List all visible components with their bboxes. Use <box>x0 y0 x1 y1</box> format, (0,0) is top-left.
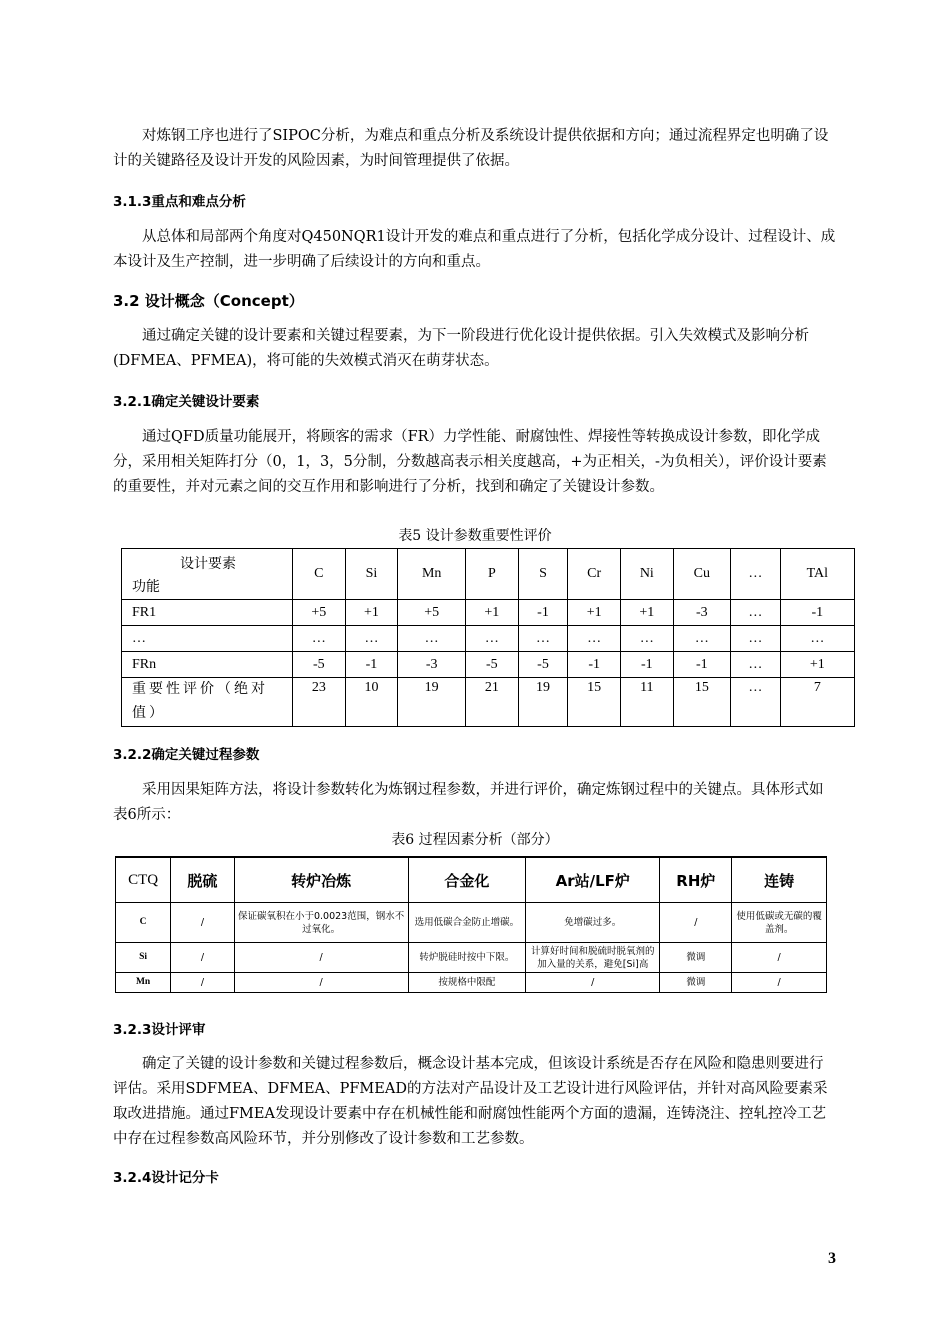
row-label: 重要性评价（绝对值） <box>122 678 293 727</box>
table-cell: … <box>293 626 346 652</box>
table-cell: / <box>171 943 235 973</box>
table-cell: / <box>526 973 660 993</box>
table-cell: / <box>234 943 408 973</box>
table-cell: 19 <box>398 678 466 727</box>
column-header: C <box>293 549 346 600</box>
table-cell: 21 <box>466 678 519 727</box>
table-cell: 11 <box>620 678 673 727</box>
table-cell: +5 <box>293 600 346 626</box>
table5-design-parameter-importance <box>121 548 855 727</box>
row-label: Si <box>116 943 171 973</box>
table-cell: -5 <box>466 652 519 678</box>
table-cell: -1 <box>673 652 730 678</box>
heading-3-2-3: 3.2.3设计评审 <box>113 1022 206 1038</box>
table-cell: +1 <box>345 600 398 626</box>
column-header: RH炉 <box>660 857 732 903</box>
table-cell: … <box>731 652 781 678</box>
table-cell: … <box>731 626 781 652</box>
table-cell: -5 <box>293 652 346 678</box>
table-cell: 保证碳氧积在小于0.0023范围，钢水不过氧化。 <box>234 903 408 943</box>
column-header: P <box>466 549 519 600</box>
column-header: Mn <box>398 549 466 600</box>
column-header: Si <box>345 549 398 600</box>
table6-image <box>115 856 829 988</box>
table-cell: -1 <box>568 652 621 678</box>
row-label: C <box>116 903 171 943</box>
row-label: … <box>122 626 293 652</box>
paragraph-difficulty: 从总体和局部两个角度对Q450NQR1设计开发的难点和重点进行了分析，包括化学成分设计、过程设计、成本设计及生产控制，进一步明确了后续设计的方向和重点。 <box>113 229 836 270</box>
paragraph-sipoc: 对炼钢工序也进行了SIPOC分析，为难点和重点分析及系统设计提供依据和方向；通过流程界定也明确了设计的关键路径及设计开发的风险因素，为时间管理提供了依据。 <box>113 128 829 169</box>
paragraph-design-review: 确定了关键的设计参数和关键过程参数后，概念设计基本完成，但该设计系统是否存在风险和隐患则要进行评估。采用SDFMEA、DFMEA、PFMEAD的方法对产品设计及工艺设计进行风险评估，并针对高风险要素采取改进措施。通过FMEA发现设计要素中存在机械性能和耐腐蚀性能两个方面的遗漏，连铸浇注、控轧控冷工艺中存在过程参数高风险环节，并分别修改了设计参数和工艺参数。 <box>113 1056 828 1147</box>
table-cell: … <box>398 626 466 652</box>
table-corner-cell <box>122 549 293 600</box>
table-cell: 计算好时间和脱硫时脱氧剂的加入量的关系，避免[Si]高 <box>526 943 660 973</box>
table6-caption: 表6 过程因素分析（部分） <box>391 832 559 848</box>
table-cell: … <box>345 626 398 652</box>
table-cell: 23 <box>293 678 346 727</box>
table-cell: -5 <box>518 652 568 678</box>
table6-process-factor-analysis <box>115 856 827 993</box>
page-number: 3 <box>828 1250 836 1267</box>
table-cell: … <box>731 600 781 626</box>
column-header: … <box>731 549 781 600</box>
table-cell: +1 <box>568 600 621 626</box>
column-header: Ni <box>620 549 673 600</box>
table-header-row <box>122 549 855 600</box>
table5-caption: 表5 设计参数重要性评价 <box>398 528 552 544</box>
table-cell: +1 <box>620 600 673 626</box>
table-cell: … <box>466 626 519 652</box>
table-row <box>116 943 827 973</box>
table-cell: … <box>620 626 673 652</box>
table-cell: / <box>732 973 827 993</box>
column-header: 转炉冶炼 <box>234 857 408 903</box>
table-header-row <box>116 857 827 903</box>
column-header: 连铸 <box>732 857 827 903</box>
column-header: 合金化 <box>408 857 526 903</box>
table-cell: 19 <box>518 678 568 727</box>
table-row <box>116 903 827 943</box>
column-header: S <box>518 549 568 600</box>
table-cell: -1 <box>780 600 854 626</box>
table-cell: / <box>660 903 732 943</box>
table-cell: +1 <box>466 600 519 626</box>
heading-3-2: 3.2 设计概念（Concept） <box>113 292 304 310</box>
column-header: Cu <box>673 549 730 600</box>
column-header: TAl <box>780 549 854 600</box>
table-cell: … <box>518 626 568 652</box>
row-label: Mn <box>116 973 171 993</box>
table-cell: … <box>673 626 730 652</box>
heading-3-2-1: 3.2.1确定关键设计要素 <box>113 394 260 410</box>
table-cell: 15 <box>568 678 621 727</box>
column-header: CTQ <box>116 857 171 903</box>
table-cell: -1 <box>620 652 673 678</box>
table-cell: -3 <box>673 600 730 626</box>
table-row <box>122 600 855 626</box>
table-cell: -1 <box>518 600 568 626</box>
corner-bottom-label: 功能 <box>132 580 160 595</box>
paragraph-cause-effect: 采用因果矩阵方法，将设计参数转化为炼钢过程参数，并进行评价，确定炼钢过程中的关键点。具体形式如表6所示： <box>113 782 824 823</box>
heading-3-1-3: 3.1.3重点和难点分析 <box>113 194 246 210</box>
row-label: FRn <box>122 652 293 678</box>
table-row <box>122 626 855 652</box>
table-cell: +1 <box>780 652 854 678</box>
heading-3-2-2: 3.2.2确定关键过程参数 <box>113 747 260 763</box>
column-header: 脱硫 <box>171 857 235 903</box>
table-cell: 7 <box>780 678 854 727</box>
column-header: Cr <box>568 549 621 600</box>
table-cell: 微调 <box>660 973 732 993</box>
table-row <box>116 973 827 993</box>
table-cell: / <box>732 943 827 973</box>
table-cell: / <box>234 973 408 993</box>
table-cell: / <box>171 973 235 993</box>
table-cell: 免增碳过多。 <box>526 903 660 943</box>
table-cell: +5 <box>398 600 466 626</box>
row-label: FR1 <box>122 600 293 626</box>
table-cell: 10 <box>345 678 398 727</box>
table-cell: 转炉脱硅时按中下限。 <box>408 943 526 973</box>
table-cell: … <box>731 678 781 727</box>
paragraph-qfd: 通过QFD质量功能展开，将顾客的需求（FR）力学性能、耐腐蚀性、焊接性等转换成设计参数，即化学成分，采用相关矩阵打分（0，1，3，5分制，分数越高表示相关度越高，+为正相关，-为负相关），评价设计要素的重要性，并对元素之间的交互作用和影响进行了分析，找到和确定了关键设计参数。 <box>113 429 827 495</box>
table-cell: 使用低碳或无碳的覆盖剂。 <box>732 903 827 943</box>
heading-3-2-4: 3.2.4设计记分卡 <box>113 1170 219 1186</box>
table-cell: … <box>568 626 621 652</box>
column-header: Ar站/LF炉 <box>526 857 660 903</box>
table-cell: 微调 <box>660 943 732 973</box>
paragraph-concept: 通过确定关键的设计要素和关键过程要素，为下一阶段进行优化设计提供依据。引入失效模式及影响分析(DFMEA、PFMEA)，将可能的失效模式消灭在萌芽状态。 <box>113 328 809 369</box>
table-cell: … <box>780 626 854 652</box>
table-cell: 15 <box>673 678 730 727</box>
corner-top-label: 设计要素 <box>180 557 236 572</box>
table-cell: -3 <box>398 652 466 678</box>
table-cell: -1 <box>345 652 398 678</box>
table-row <box>122 678 855 727</box>
table-cell: 按规格中限配 <box>408 973 526 993</box>
table-row <box>122 652 855 678</box>
table-cell: 选用低碳合金防止增碳。 <box>408 903 526 943</box>
table-cell: / <box>171 903 235 943</box>
